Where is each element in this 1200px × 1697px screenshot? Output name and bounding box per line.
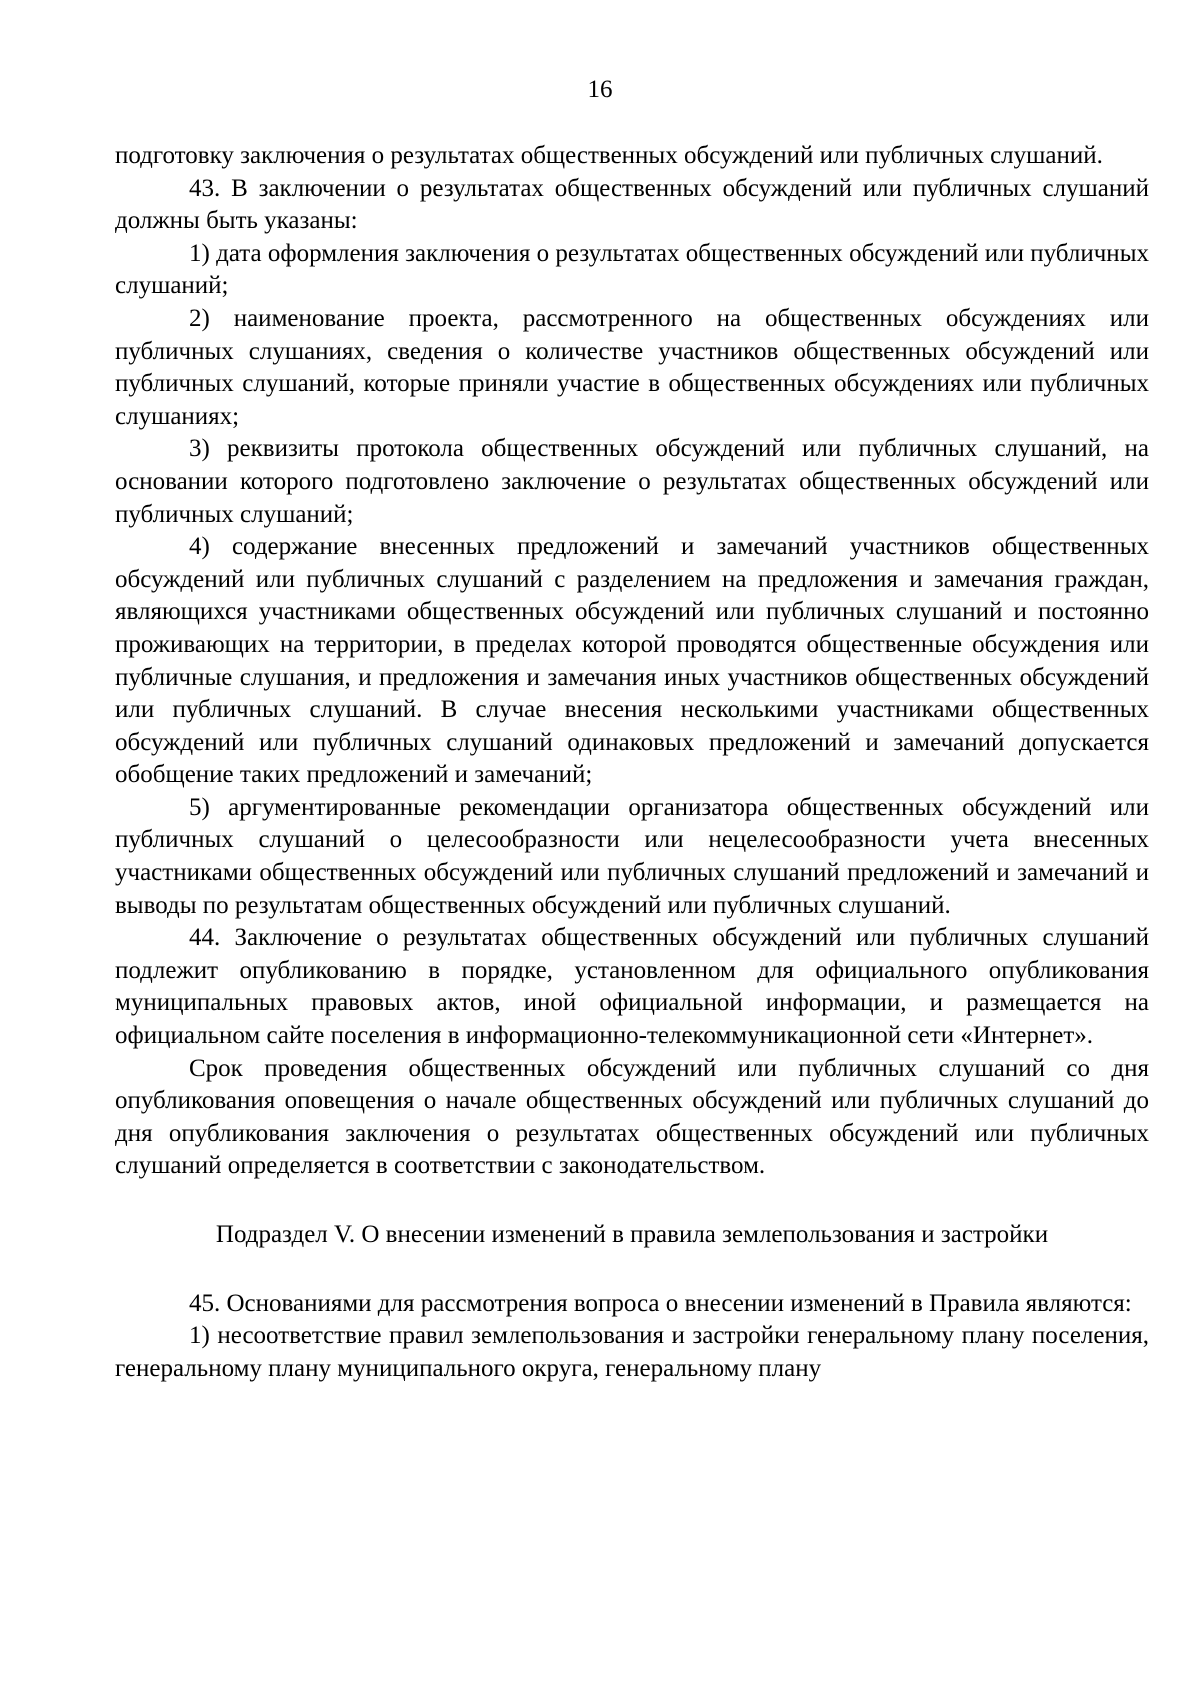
document-body bbox=[115, 140, 1149, 1385]
paragraph-subitem-3: 3) реквизиты протокола общественных обсуждений или публичных слушаний, на основании которого подготовлено заключение о результатах общественных обсуждений или публичных слушаний; bbox=[115, 435, 1149, 528]
paragraph-item-43: 43. В заключении о результатах общественных обсуждений или публичных слушаний должны быть указаны: bbox=[115, 174, 1149, 235]
paragraph-term: Срок проведения общественных обсуждений или публичных слушаний со дня опубликования оповещения о начале общественных обсуждений или публичных слушаний до дня опубликования заключения о результатах общественных обсуждений или публичных слушаний определяется в соответствии с законодательством. bbox=[115, 1054, 1149, 1180]
paragraph-continuation: подготовку заключения о результатах общественных обсуждений или публичных слушаний. bbox=[115, 142, 1103, 169]
paragraph-subitem-1: 1) дата оформления заключения о результатах общественных обсуждений или публичных слушаний; bbox=[115, 239, 1149, 300]
paragraph-subitem-2: 2) наименование проекта, рассмотренного на общественных обсуждениях или публичных слушаниях, сведения о количестве участников общественных обсуждений или публичных слушаний, которые приняли участие в общественных обсуждениях или публичных слушаниях; bbox=[115, 304, 1149, 430]
paragraph-subitem-5: 5) аргументированные рекомендации организатора общественных обсуждений или публичных слушаний о целесообразности или нецелесообразности учета внесенных участниками общественных обсуждений или публичных слушаний предложений и замечаний и выводы по результатам общественных обсуждений или публичных слушаний. bbox=[115, 793, 1149, 919]
paragraph-subitem-1-b: 1) несоответствие правил землепользования и застройки генеральному плану поселения, генеральному плану муниципального округа, генеральному плану bbox=[115, 1322, 1149, 1382]
page-number: 16 bbox=[587, 76, 613, 103]
paragraph-subitem-4: 4) содержание внесенных предложений и замечаний участников общественных обсуждений или публичных слушаний с разделением на предложения и замечания граждан, являющихся участниками общественных обсуждений или публичных слушаний и постоянно проживающих на территории, в пределах которой проводятся общественные обсуждения или публичные слушания, и предложения и замечания иных участников общественных обсуждений или публичных слушаний. В случае внесения несколькими участниками общественных обсуждений или публичных слушаний одинаковых предложений и замечаний допускается обобщение таких предложений и замечаний; bbox=[115, 533, 1149, 789]
paragraph-item-45: 45. Основаниями для рассмотрения вопроса о внесении изменений в Правила являются: bbox=[189, 1289, 1132, 1317]
paragraph-item-44: 44. Заключение о результатах общественных обсуждений или публичных слушаний подлежит опубликованию в порядке, установленном для официального опубликования муниципальных правовых актов, иной официальной информации, и размещается на официальном сайте поселения в информационно-телекоммуникационной сети «Интернет». bbox=[115, 924, 1149, 1050]
section-heading: Подраздел V. О внесении изменений в правила землепользования и застройки bbox=[215, 1221, 1049, 1248]
